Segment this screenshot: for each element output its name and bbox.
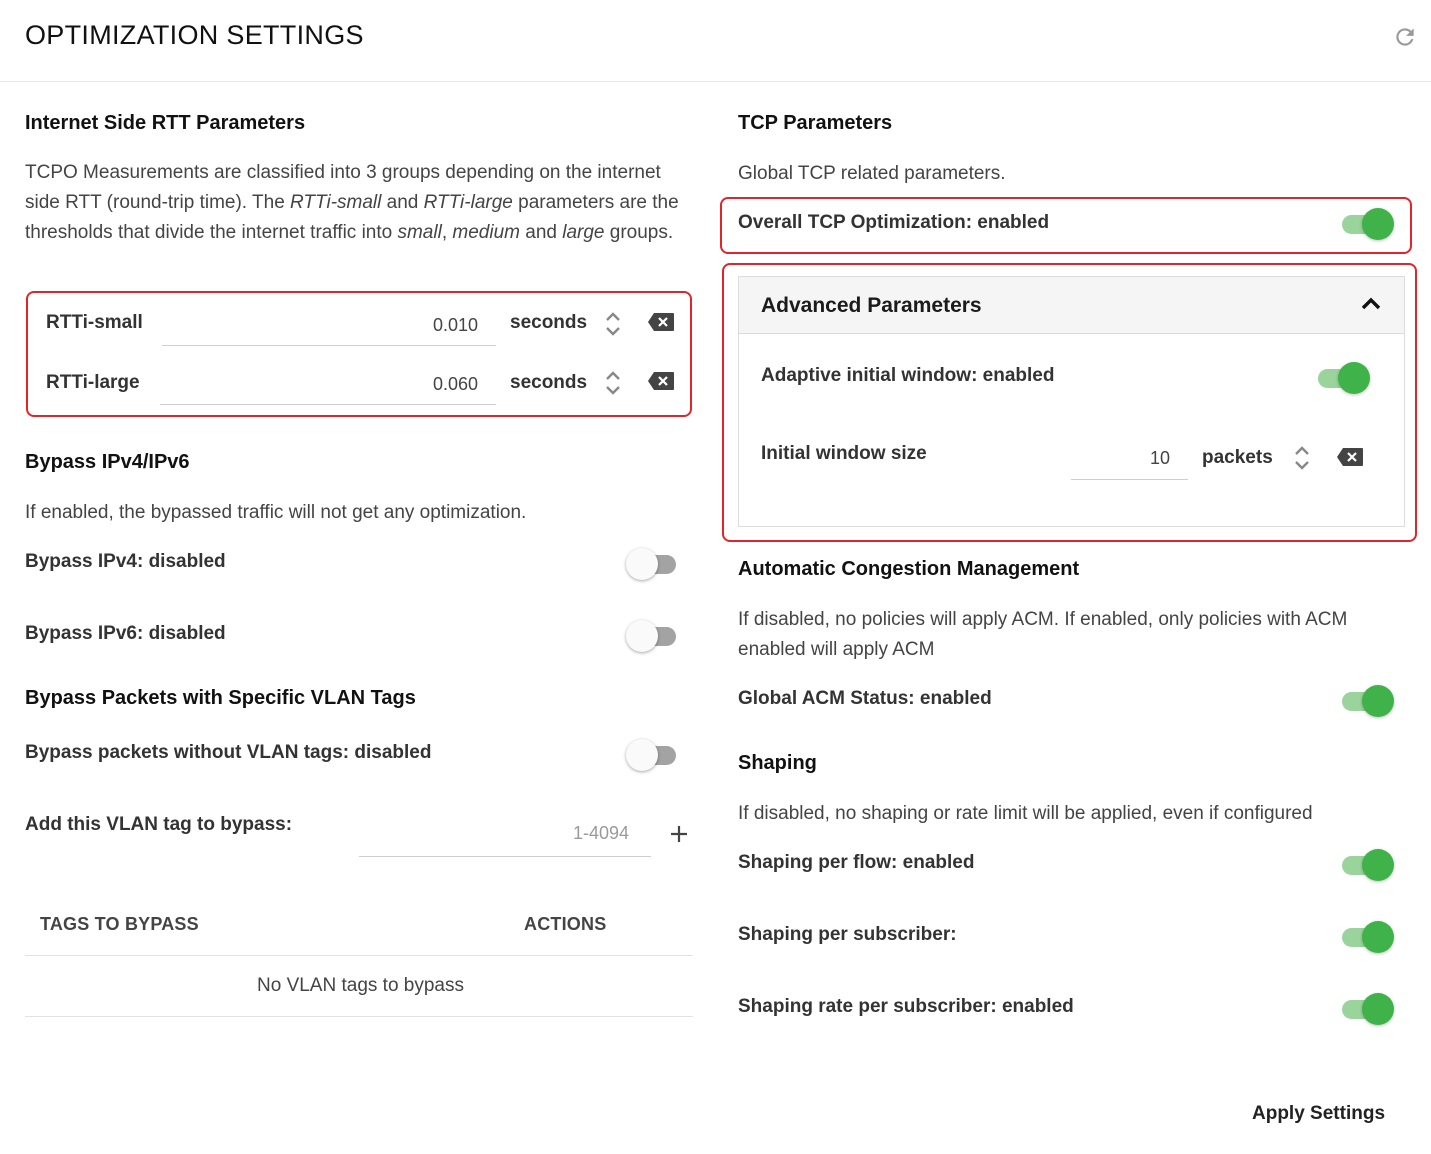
apply-settings-button[interactable]: Apply Settings: [1252, 1103, 1386, 1124]
shaping-per-flow-toggle[interactable]: [1340, 849, 1394, 881]
adaptive-window-label: Adaptive initial window: enabled: [761, 365, 1055, 386]
backspace-clear-icon[interactable]: [647, 371, 675, 391]
tcp-section-title: TCP Parameters: [738, 112, 893, 134]
table-empty-message: No VLAN tags to bypass: [257, 975, 464, 996]
rtt-description: TCPO Measurements are classified into 3 groups depending on the internet side RTT (round-trip time). The RTTi-small and RTTi-large parameters are the thresholds that divide the internet traffic into small, medium and large groups.: [25, 162, 679, 243]
backspace-clear-icon[interactable]: [1336, 447, 1364, 467]
shaping-description: If disabled, no shaping or rate limit will be applied, even if configured: [738, 803, 1313, 824]
acm-description: If disabled, no policies will apply ACM. If enabled, only policies with ACM enabled will apply ACM: [738, 609, 1348, 660]
overall-tcp-toggle[interactable]: [1340, 208, 1394, 240]
refresh-icon[interactable]: [1392, 24, 1418, 50]
initial-window-input[interactable]: [1071, 438, 1188, 480]
acm-status-toggle[interactable]: [1340, 685, 1394, 717]
advanced-parameters-header[interactable]: [739, 277, 1404, 334]
shaping-rate-per-subscriber-label: Shaping rate per subscriber: enabled: [738, 996, 1074, 1017]
rtt-small-input[interactable]: [162, 305, 496, 346]
advanced-parameters-title: Advanced Parameters: [761, 294, 982, 317]
rtt-large-input[interactable]: [160, 364, 496, 405]
initial-window-unit: packets: [1202, 447, 1273, 468]
add-vlan-label: Add this VLAN tag to bypass:: [25, 814, 293, 835]
page-title: OPTIMIZATION SETTINGS: [25, 20, 364, 50]
rtt-large-label: RTTi-large: [46, 372, 140, 393]
backspace-clear-icon[interactable]: [647, 312, 675, 332]
table-header-tags: TAGS TO BYPASS: [40, 914, 199, 934]
shaping-per-flow-label: Shaping per flow: enabled: [738, 852, 975, 873]
shaping-rate-per-subscriber-toggle[interactable]: [1340, 993, 1394, 1025]
bypass-ipv6-toggle[interactable]: [626, 620, 680, 652]
shaping-per-subscriber-toggle[interactable]: [1340, 921, 1394, 953]
table-divider: [25, 1016, 693, 1017]
table-divider: [25, 955, 693, 956]
bypass-ipv4-label: Bypass IPv4: disabled: [25, 551, 226, 572]
overall-tcp-label: Overall TCP Optimization: enabled: [738, 212, 1050, 233]
page-header: [0, 0, 1431, 82]
acm-section-title: Automatic Congestion Management: [738, 558, 1080, 580]
initial-window-label: Initial window size: [761, 443, 927, 464]
add-plus-icon[interactable]: [668, 823, 690, 845]
spinner-arrows-icon[interactable]: [605, 310, 621, 338]
chevron-up-icon[interactable]: [1361, 297, 1381, 311]
rtt-small-unit: seconds: [510, 312, 588, 333]
spinner-arrows-icon[interactable]: [1294, 444, 1310, 472]
bypass-ip-description: If enabled, the bypassed traffic will not get any optimization.: [25, 502, 527, 523]
vlan-tag-input[interactable]: [359, 811, 651, 857]
bypass-ipv6-label: Bypass IPv6: disabled: [25, 623, 226, 644]
spinner-arrows-icon[interactable]: [605, 369, 621, 397]
rtt-large-unit: seconds: [510, 372, 588, 393]
bypass-ipv4-toggle[interactable]: [626, 548, 680, 580]
rtt-small-label: RTTi-small: [46, 312, 143, 333]
table-header-actions: ACTIONS: [524, 914, 607, 934]
bypass-without-vlan-label: Bypass packets without VLAN tags: disabled: [25, 742, 432, 763]
bypass-ip-section-title: Bypass IPv4/IPv6: [25, 451, 190, 473]
tcp-description: Global TCP related parameters.: [738, 163, 1006, 184]
acm-status-label: Global ACM Status: enabled: [738, 688, 992, 709]
advanced-parameters-panel: [738, 276, 1405, 527]
bypass-without-vlan-toggle[interactable]: [626, 739, 680, 771]
shaping-section-title: Shaping: [738, 752, 817, 774]
shaping-per-subscriber-label: Shaping per subscriber:: [738, 924, 957, 945]
vlan-section-title: Bypass Packets with Specific VLAN Tags: [25, 687, 416, 709]
rtt-section-title: Internet Side RTT Parameters: [25, 112, 306, 134]
adaptive-window-toggle[interactable]: [1316, 362, 1370, 394]
